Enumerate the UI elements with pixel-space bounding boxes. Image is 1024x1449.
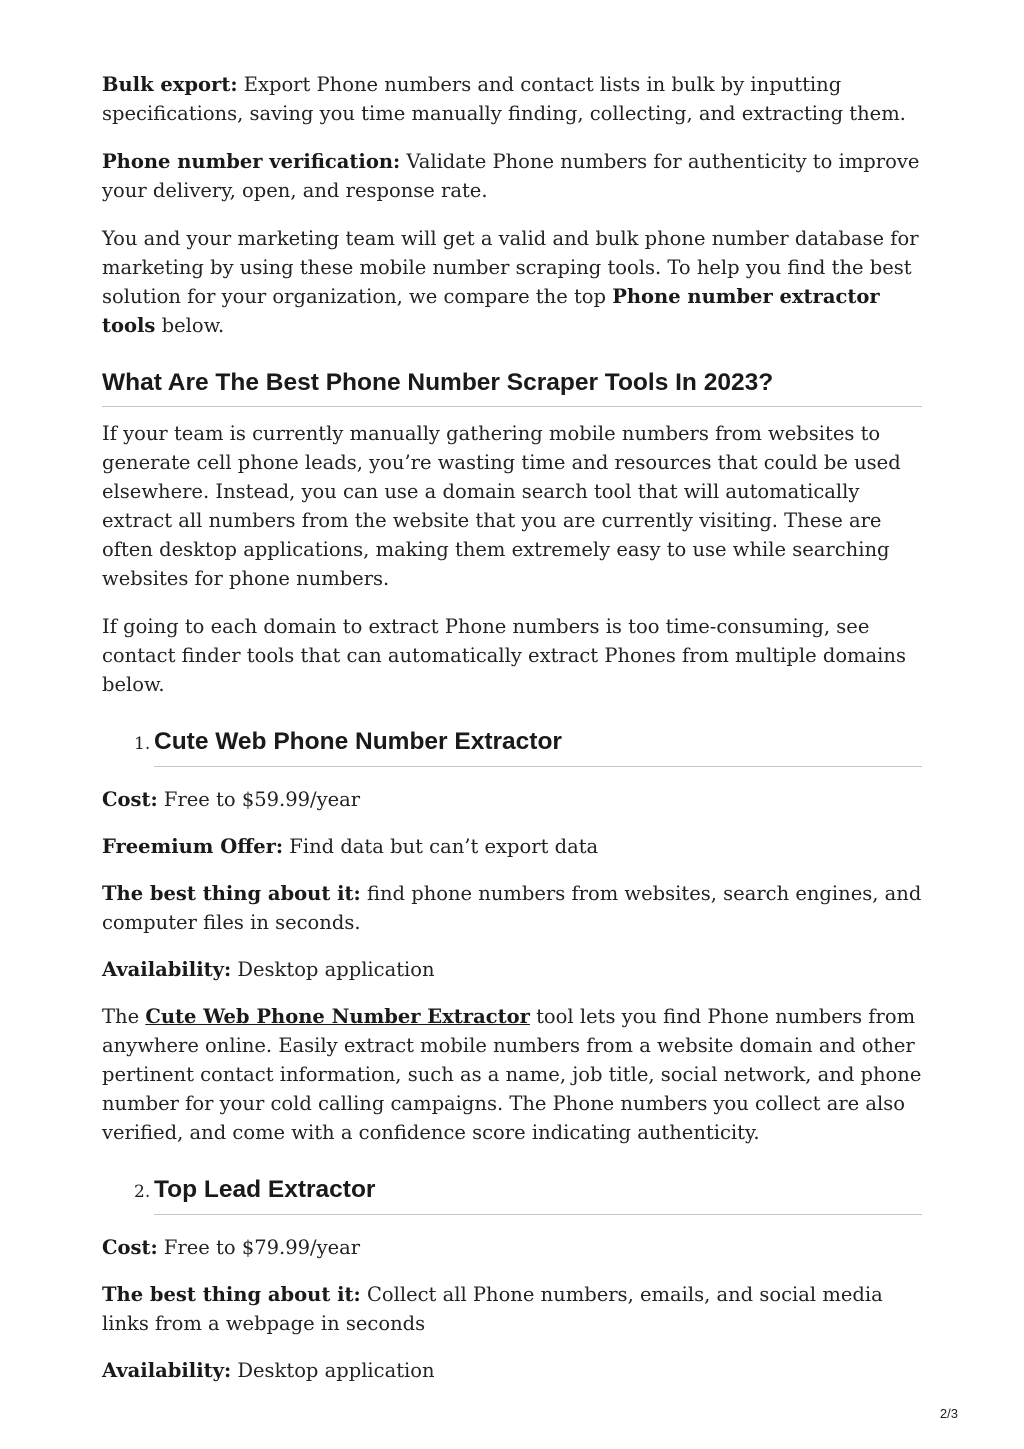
tool-title: Cute Web Phone Number Extractor: [154, 728, 562, 755]
tool-1-description: [102, 1002, 922, 1147]
page-number: 2/3: [939, 1406, 958, 1421]
feature-label: Phone number verification:: [102, 150, 401, 173]
freemium-value: Find data but can’t export data: [283, 835, 599, 858]
best-label: The best thing about it:: [102, 1283, 361, 1306]
tool-1-link[interactable]: Cute Web Phone Number Extractor: [145, 1005, 530, 1028]
availability-label: Availability:: [102, 958, 232, 981]
tool-1-cost: [102, 785, 922, 814]
document-page: [102, 70, 922, 1403]
intro-text-end: below.: [155, 314, 225, 337]
intro-paragraph: [102, 224, 922, 340]
availability-value: Desktop application: [231, 958, 435, 981]
best-label: The best thing about it:: [102, 882, 361, 905]
tool-2-cost: [102, 1233, 922, 1262]
feature-text: Validate Phone numbers for authenticity to improve your delivery, open, and response rate.: [102, 150, 920, 202]
section-paragraph: If going to each domain to extract Phone numbers is too time-consuming, see contact finder tools that can automatically extract Phones from multiple domains below.: [102, 615, 906, 696]
cost-label: Cost:: [102, 788, 158, 811]
intro-text: You and your marketing team will get a valid and bulk phone number database for marketing by using these mobile number scraping tools. To help you find the best solution for your organization, we compare the top: [102, 227, 919, 308]
feature-phone-verification: [102, 147, 922, 205]
tool-2-best: [102, 1280, 922, 1338]
tool-1-freemium: [102, 832, 922, 861]
cost-value: Free to $59.99/year: [157, 788, 361, 811]
best-value: find phone numbers from websites, search engines, and computer files in seconds.: [102, 882, 922, 934]
tool-1-heading: [134, 727, 922, 767]
feature-text: Export Phone numbers and contact lists in bulk by inputting specifications, saving you time manually finding, collecting, and extracting them.: [102, 73, 906, 125]
tool-1-availability: [102, 955, 922, 984]
feature-label: Bulk export:: [102, 73, 238, 96]
tool-number: 1.: [134, 734, 151, 754]
availability-label: Availability:: [102, 1359, 232, 1382]
best-value: Collect all Phone numbers, emails, and social media links from a webpage in seconds: [102, 1283, 883, 1335]
freemium-label: Freemium Offer:: [102, 835, 284, 858]
tool-1-best: [102, 879, 922, 937]
cost-value: Free to $79.99/year: [157, 1236, 361, 1259]
tool-2-heading: [134, 1175, 922, 1215]
desc-text-end: tool lets you find Phone numbers from anywhere online. Easily extract mobile numbers from a website domain and other pertinent contact information, such as a name, job title, social network, and phone number for your cold calling campaigns. The Phone numbers you collect are also verified, and come with a confidence score indicating authenticity.: [102, 1005, 922, 1144]
section-heading: What Are The Best Phone Number Scraper Tools In 2023?: [102, 368, 922, 407]
intro-bold: Phone number extractor tools: [102, 285, 880, 337]
tool-2-availability: [102, 1356, 922, 1385]
availability-value: Desktop application: [231, 1359, 435, 1382]
desc-text: The: [102, 1005, 146, 1028]
section-paragraph: If your team is currently manually gathering mobile numbers from websites to generate cell phone leads, you’re wasting time and resources that could be used elsewhere. Instead, you can use a domain search tool that will automatically extract all numbers from the website that you are currently visiting. These are often desktop applications, making them extremely easy to use while searching websites for phone numbers.: [102, 422, 901, 590]
feature-bulk-export: [102, 70, 922, 128]
tool-number: 2.: [134, 1182, 151, 1202]
tool-title: Top Lead Extractor: [154, 1176, 376, 1203]
cost-label: Cost:: [102, 1236, 158, 1259]
